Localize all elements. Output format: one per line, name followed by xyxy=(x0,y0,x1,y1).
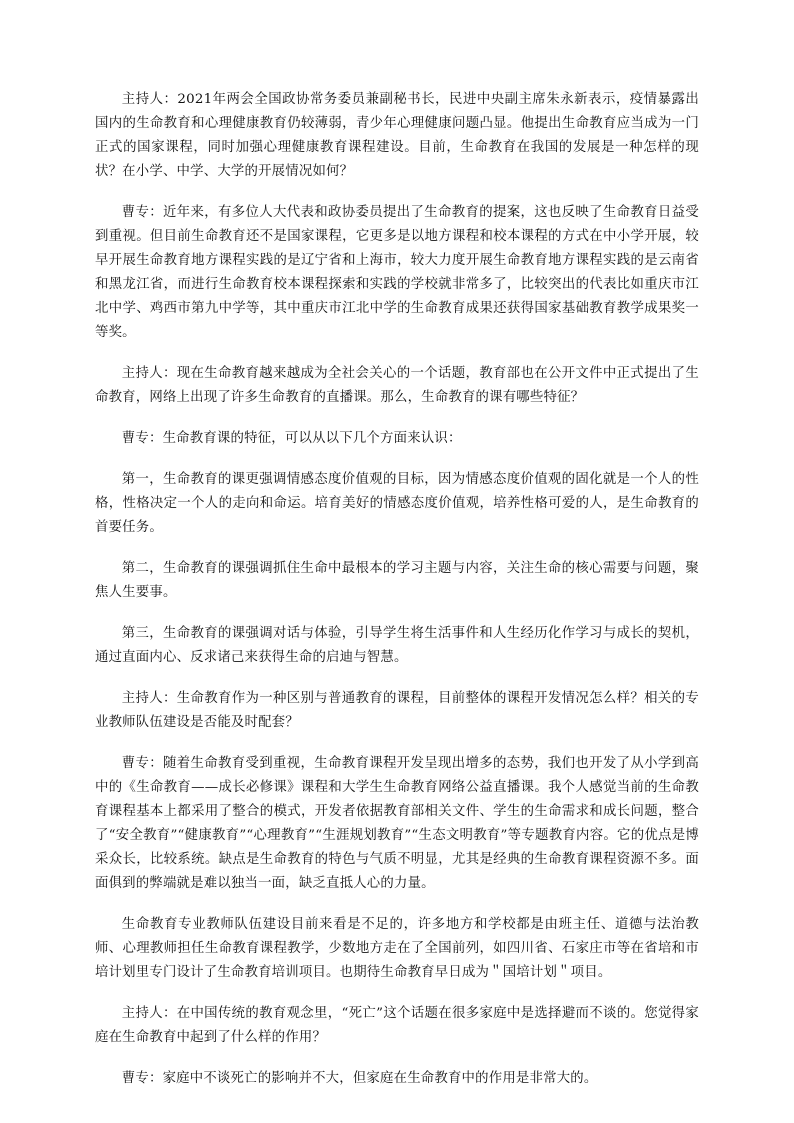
paragraph-feature-third: 第三，生命教育的课强调对话与体验，引导学生将生活事件和人生经历化作学习与成长的契机，通过直面内心、反求诸己来获得生命的启迪与智慧。 xyxy=(95,626,699,665)
paragraph-teacher-team: 生命教育专业教师队伍建设目前来看是不足的，许多地方和学校都是由班主任、道德与法治教师、心理教师担任生命教育课程教学，少数地方走在了全国前列，如四川省、石家庄市等在省培和市培计划里专门设计了生命教育培训项目。也期待生命教育早日成为＂国培计划＂项目。 xyxy=(95,917,699,980)
paragraph-feature-first: 第一，生命教育的课更强调情感态度价值观的目标，因为情感态度价值观的固化就是一个人的性格，性格决定一个人的走向和命运。培育美好的情感态度价值观，培养性格可爱的人，是生命教育的首要任务。 xyxy=(95,472,699,535)
paragraph-expert-answer-4: 曹专：家庭中不谈死亡的影响并不大，但家庭在生命教育中的作用是非常大的。 xyxy=(121,1071,598,1086)
paragraph-host-question-3: 主持人：生命教育作为一种区别与普通教育的课程，目前整体的课程开发情况怎么样？相关的专业教师队伍建设是否能及时配套？ xyxy=(95,691,699,730)
paragraph-feature-second: 第二，生命教育的课强调抓住生命中最根本的学习主题与内容，关注生命的核心需要与问题，聚焦人生要事。 xyxy=(95,561,699,600)
paragraph-host-question-4: 主持人：在中国传统的教育观念里，“死亡”这个话题在很多家庭中是选择避而不谈的。您觉得家庭在生命教育中起到了什么样的作用？ xyxy=(95,1006,699,1045)
paragraph-expert-answer-2-intro: 曹专：生命教育课的特征，可以从以下几个方面来认识： xyxy=(121,431,462,446)
paragraph-host-question-1: 主持人：2021年两会全国政协常务委员兼副秘书长，民进中央副主席朱永新表示，疫情暴露出国内的生命教育和心理健康教育仍较薄弱，青少年心理健康问题凸显。他提出生命教育应当成为一门正式的国家课程，同时加强心理健康教育课程建设。目前，生命教育在我国的发展是一种怎样的现状？在小学、中学、大学的开展情况如何？ xyxy=(95,92,699,179)
paragraph-expert-answer-3: 曹专：随着生命教育受到重视，生命教育课程开发呈现出增多的态势，我们也开发了从小学到高中的《生命教育——成长必修课》课程和大学生生命教育网络公益直播课。我个人感觉当前的生命教育课程基本上都采用了整合的模式，开发者依据教育部相关文件、学生的生命需求和成长问题，整合了“安全教育”“健康教育”“心理教育”“生涯规划教育”“生态文明教育”等专题教育内容。它的优点是博采众长，比较系统。缺点是生命教育的特色与气质不明显，尤其是经典的生命教育课程资源不多。面面俱到的弊端就是难以独当一面，缺乏直抵人心的力量。 xyxy=(95,756,699,891)
paragraph-expert-answer-1: 曹专：近年来，有多位人大代表和政协委员提出了生命教育的提案，这也反映了生命教育日益受到重视。但目前生命教育还不是国家课程，它更多是以地方课程和校本课程的方式在中小学开展，较早开展生命教育地方课程实践的是辽宁省和上海市，较大力度开展生命教育地方课程实践的是云南省和黑龙江省，而进行生命教育校本课程探索和实践的学校就非常多了，比较突出的代表比如重庆市江北中学、鸡西市第九中学等，其中重庆市江北中学的生命教育成果还获得国家基础教育教学成果奖一等奖。 xyxy=(95,205,699,340)
paragraph-host-question-2: 主持人：现在生命教育越来越成为全社会关心的一个话题，教育部也在公开文件中正式提出了生命教育，网络上出现了许多生命教育的直播课。那么，生命教育的课有哪些特征？ xyxy=(95,366,699,405)
